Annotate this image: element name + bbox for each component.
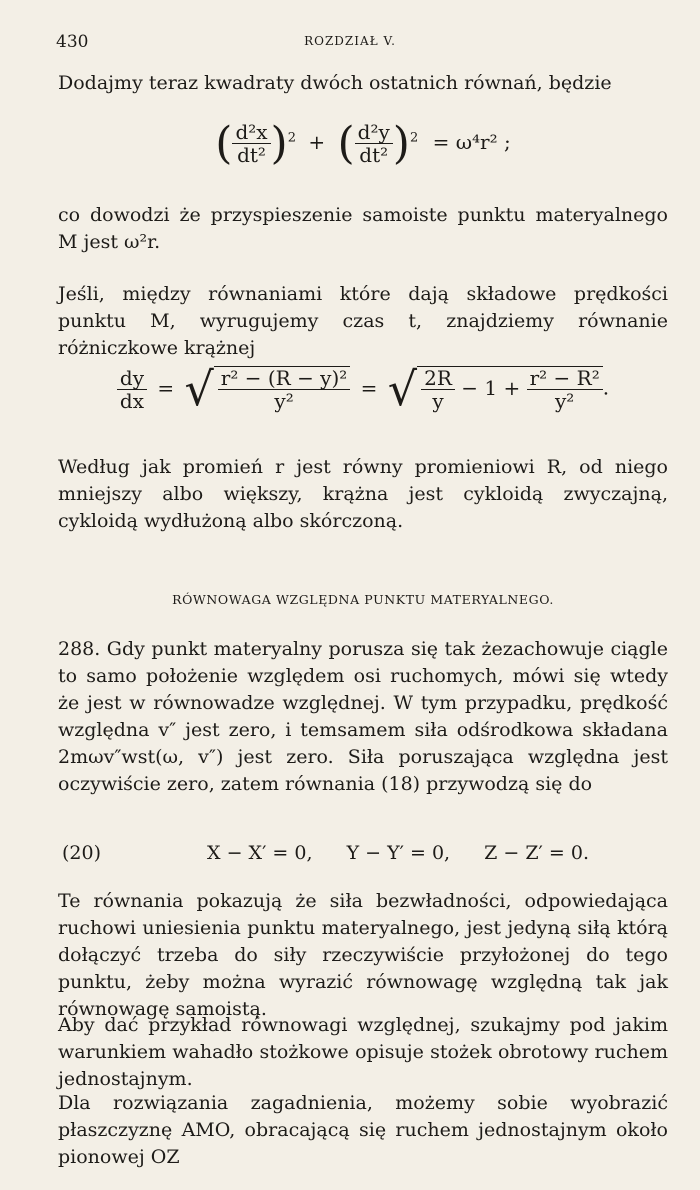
page-number: 430 <box>56 32 89 52</box>
paren-right: ) <box>270 118 288 169</box>
equation-3: (20) X − X′ = 0, Y − Y′ = 0, Z − Z′ = 0. <box>62 842 589 864</box>
paren-left: ( <box>215 118 233 169</box>
fraction: $\frac{\text{d²x}}{\text{dt²}}$ <box>232 121 270 166</box>
radical-sign: √ <box>387 362 418 416</box>
fraction: $\frac{\text{d²y}}{\text{dt²}}$ <box>355 121 393 166</box>
paragraph-4: Według jak promień r jest równy promieniowi R, od niego mniejszy albo większy, krążna jest cykloidą zwyczajną, cykloidą wydłużoną albo skórczoną. <box>58 456 668 532</box>
paragraph-1: Dodajmy teraz kwadraty dwóch ostatnich równań, będzie <box>58 72 612 94</box>
equation-2: $\frac{dy}{dx}$ = √ $\frac{\text{r² − (R − y)²}}{\text{y²}}$ = √ $\frac{2R}{y}$ − 1 + $\frac{\text{r² − R²}}{\text{y²}}$ . <box>58 362 668 432</box>
page-header <box>50 32 650 56</box>
equation-1: ( $\frac{\text{d²x}}{\text{dt²}}$ )$^2$ + ( $\frac{\text{d²y}}{\text{dt²}}$ )$^2$ = ω⁴r² ; <box>215 118 511 169</box>
running-title: ROZDZIAŁ V. <box>304 34 396 48</box>
paragraph-7: Aby dać przykład równowagi względnej, szukajmy pod jakim warunkiem wahadło stożkowe opisuje stożek obrotowy ruchem jednostajnym. <box>58 1014 668 1090</box>
equation-rhs: = ω⁴r² ; <box>432 130 511 154</box>
radical-sign: √ <box>184 362 214 416</box>
section-heading: RÓWNOWAGA WZGLĘDNA PUNKTU MATERYALNEGO. <box>172 592 554 607</box>
paragraph-8: Dla rozwiązania zagadnienia, możemy sobie wyobrazić płaszczyznę AMO, obracającą się ruchem jednostajnym około pionowej OZ <box>58 1092 668 1168</box>
paragraph-5: 288. Gdy punkt materyalny porusza się tak żezachowuje ciągle to samo położenie względem osi ruchomych, mówi się wtedy że jest w równowadze względnej. W tym przypadku, prędkość względna v″ jest zero, i temsamem siła odśrodkowa składana 2mωv″wst(ω, v″) jest zero. Siła poruszająca względna jest oczywiście zero, zatem równania (18) przywodzą się do <box>58 638 668 795</box>
paragraph-2: co dowodzi że przyspieszenie samoiste punktu materyalnego M jest ω²r. <box>58 204 668 253</box>
equation-number: (20) <box>62 842 102 864</box>
paragraph-3: Jeśli, między równaniami które dają składowe prędkości punktu M, wyrugujemy czas t, znajdziemy równanie różniczkowe krążnej <box>58 283 668 359</box>
paragraph-6: Te równania pokazują że siła bezwładności, odpowiedająca ruchowi uniesienia punktu materyalnego, jest jedyną siłą którą dołączyć trzeba do siły rzeczywiście przyłożonej do tego punktu, żeby można wyrazić równowagę względną tak jak równowagę samoistą. <box>58 890 668 1020</box>
